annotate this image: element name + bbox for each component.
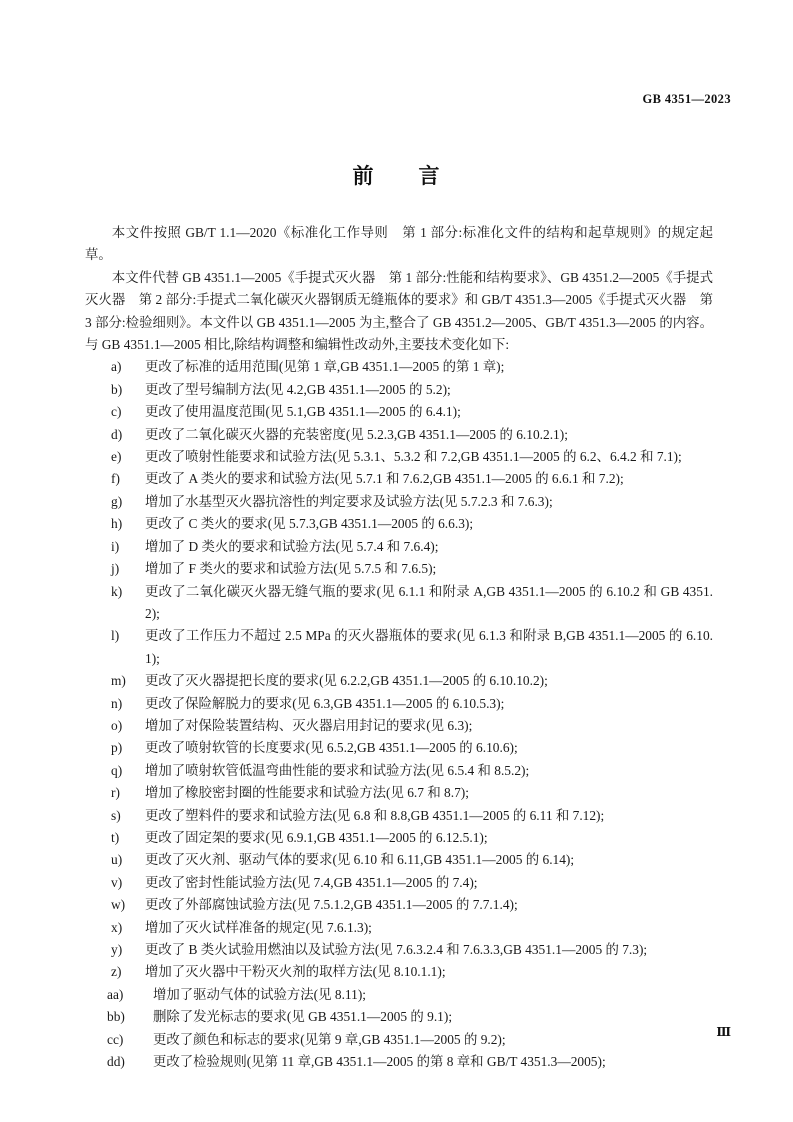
list-item-marker: j) — [111, 561, 120, 577]
list-item-text: 更改了颜色和标志的要求(见第 9 章,GB 4351.1—2005 的 9.2); — [153, 1031, 506, 1047]
list-item-text: 更改了塑料件的要求和试验方法(见 6.8 和 8.8,GB 4351.1—2005 的 6.11 和 7.12); — [145, 807, 605, 823]
list-item-marker: b) — [111, 381, 123, 397]
list-item-text: 更改了标准的适用范围(见第 1 章,GB 4351.1—2005 的第 1 章); — [145, 359, 505, 375]
list-item-text: 更改了喷射软管的长度要求(见 6.5.2,GB 4351.1—2005 的 6.10.6); — [145, 740, 518, 756]
list-item-marker: a) — [111, 359, 122, 375]
list-item — [85, 670, 713, 692]
list-item — [85, 401, 713, 423]
list-item — [85, 872, 713, 894]
list-item — [85, 1051, 713, 1073]
list-item-marker: z) — [111, 964, 122, 980]
list-item-marker: g) — [111, 493, 123, 509]
list-item-text: 增加了驱动气体的试验方法(见 8.11); — [153, 986, 366, 1002]
list-item-marker: v) — [111, 874, 123, 890]
list-item — [85, 379, 713, 401]
list-item — [85, 805, 713, 827]
list-item-text: 更改了工作压力不超过 2.5 MPa 的灭火器瓶体的要求(见 6.1.3 和附录 B,GB 4351.1—2005 的 6.10.1); — [145, 628, 713, 666]
list-item — [85, 760, 713, 782]
list-item — [85, 984, 713, 1006]
list-item-text: 增加了灭火器中干粉灭火剂的取样方法(见 8.10.1.1); — [145, 964, 446, 980]
list-item-marker: dd) — [107, 1054, 125, 1070]
list-item-marker: d) — [111, 426, 123, 442]
list-item-text: 更改了密封性能试验方法(见 7.4,GB 4351.1—2005 的 7.4); — [145, 874, 478, 890]
list-item-marker: h) — [111, 516, 123, 532]
list-item-text: 更改了灭火剂、驱动气体的要求(见 6.10 和 6.11,GB 4351.1—2005 的 6.14); — [145, 852, 575, 868]
list-item-marker: cc) — [107, 1031, 124, 1047]
list-item-marker: k) — [111, 583, 123, 599]
list-item-text: 删除了发光标志的要求(见 GB 4351.1—2005 的 9.1); — [153, 1009, 453, 1025]
list-item-text: 更改了二氧化碳灭火器无缝气瓶的要求(见 6.1.1 和附录 A,GB 4351.1—2005 的 6.10.2 和 GB 4351.2); — [145, 583, 713, 621]
list-item — [85, 625, 713, 670]
list-item — [85, 961, 713, 983]
list-item-marker: u) — [111, 852, 123, 868]
list-item-marker: p) — [111, 740, 123, 756]
list-item-text: 增加了灭火试样准备的规定(见 7.6.1.3); — [145, 919, 372, 935]
list-item-marker: c) — [111, 404, 122, 420]
list-item — [85, 693, 713, 715]
list-item — [85, 536, 713, 558]
technical-changes-list — [85, 356, 713, 1073]
running-header-standard-number: GB 4351—2023 — [642, 92, 731, 106]
list-item-marker: w) — [111, 897, 126, 913]
list-item-text: 更改了 A 类火的要求和试验方法(见 5.7.1 和 7.6.2,GB 4351.1—2005 的 6.6.1 和 7.2); — [145, 471, 624, 487]
page-title: 前 言 — [352, 163, 441, 188]
list-item-marker: y) — [111, 942, 123, 957]
list-item-text: 更改了保险解脱力的要求(见 6.3,GB 4351.1—2005 的 6.10.5.3); — [145, 695, 505, 711]
list-item-text: 更改了二氧化碳灭火器的充装密度(见 5.2.3,GB 4351.1—2005 的 6.10.2.1); — [145, 426, 568, 442]
list-item — [85, 581, 713, 626]
list-item-marker: s) — [111, 807, 121, 823]
footer-page-number: Ⅲ — [716, 1025, 731, 1039]
list-item — [85, 827, 713, 849]
list-item — [85, 513, 713, 535]
list-item-marker: f) — [111, 471, 120, 487]
list-item — [85, 558, 713, 580]
list-item-marker: q) — [111, 762, 123, 778]
list-item-text: 更改了外部腐蚀试验方法(见 7.5.1.2,GB 4351.1—2005 的 7.7.1.4); — [145, 897, 518, 913]
list-item-marker: m) — [111, 673, 126, 689]
list-item-text: 更改了灭火器提把长度的要求(见 6.2.2,GB 4351.1—2005 的 6.10.10.2); — [145, 673, 548, 689]
list-item-marker: e) — [111, 449, 122, 465]
list-item — [85, 737, 713, 759]
list-item-text: 更改了固定架的要求(见 6.9.1,GB 4351.1—2005 的 6.12.5.1); — [145, 829, 488, 845]
paragraph-superseded-standards: 本文件代替 GB 4351.1—2005《手提式灭火器 第 1 部分:性能和结构要求》、GB 4351.2—2005《手提式灭火器 第 2 部分:手提式二氧化碳灭火器钢质无缝瓶体的要求》和 GB/T 4351.3—2005《手提式灭火器 第 3 部分:检验细则》。本文件以 GB 4351.1—2005 为主,整合了 GB 4351.2—2005、GB/T 4351.3—2005 的内容。与 GB 4351.1—2005 相比,除结构调整和编辑性改动外,主要技术变化如下: — [85, 269, 713, 353]
list-item-marker: r) — [111, 785, 120, 801]
list-item-marker: o) — [111, 717, 123, 733]
list-item-text: 更改了 C 类火的要求(见 5.7.3,GB 4351.1—2005 的 6.6.3); — [145, 516, 474, 532]
list-item-marker: n) — [111, 695, 123, 711]
list-item-text: 增加了水基型灭火器抗溶性的判定要求及试验方法(见 5.7.2.3 和 7.6.3); — [145, 493, 553, 509]
list-item-text: 增加了 D 类火的要求和试验方法(见 5.7.4 和 7.6.4); — [145, 538, 439, 554]
list-item — [85, 849, 713, 871]
list-item — [85, 715, 713, 737]
list-item-marker: i) — [111, 538, 120, 554]
list-item-text: 更改了型号编制方法(见 4.2,GB 4351.1—2005 的 5.2); — [145, 381, 451, 397]
list-item-text: 增加了喷射软管低温弯曲性能的要求和试验方法(见 6.5.4 和 8.5.2); — [145, 762, 530, 778]
list-item-text: 更改了 B 类火试验用燃油以及试验方法(见 7.6.3.2.4 和 7.6.3.3,GB 4351.1—2005 的 7.3); — [145, 942, 648, 957]
paragraph-drafting-rules: 本文件按照 GB/T 1.1—2020《标准化工作导则 第 1 部分:标准化文件的结构和起草规则》的规定起草。 — [85, 225, 713, 263]
list-item-marker: x) — [111, 919, 123, 935]
list-item — [85, 917, 713, 939]
list-item-text: 增加了橡胶密封圈的性能要求和试验方法(见 6.7 和 8.7); — [145, 785, 469, 801]
list-item — [85, 491, 713, 513]
body-content — [85, 222, 713, 1073]
list-item — [85, 894, 713, 916]
list-item-marker: l) — [111, 628, 120, 644]
list-item — [85, 782, 713, 804]
list-item — [85, 356, 713, 378]
list-item — [85, 468, 713, 490]
list-item — [85, 446, 713, 468]
list-item-text: 增加了对保险装置结构、灭火器启用封记的要求(见 6.3); — [145, 717, 473, 733]
list-item-text: 增加了 F 类火的要求和试验方法(见 5.7.5 和 7.6.5); — [145, 561, 437, 577]
list-item-marker: t) — [111, 829, 120, 845]
list-item — [85, 424, 713, 446]
list-item-text: 更改了喷射性能要求和试验方法(见 5.3.1、5.3.2 和 7.2,GB 4351.1—2005 的 6.2、6.4.2 和 7.1); — [145, 449, 682, 465]
list-item-text: 更改了检验规则(见第 11 章,GB 4351.1—2005 的第 8 章和 GB/T 4351.3—2005); — [153, 1054, 606, 1070]
list-item-text: 更改了使用温度范围(见 5.1,GB 4351.1—2005 的 6.4.1); — [145, 404, 461, 420]
list-item-marker: aa) — [107, 986, 124, 1002]
list-item-marker: bb) — [107, 1009, 125, 1025]
list-item — [85, 939, 713, 961]
